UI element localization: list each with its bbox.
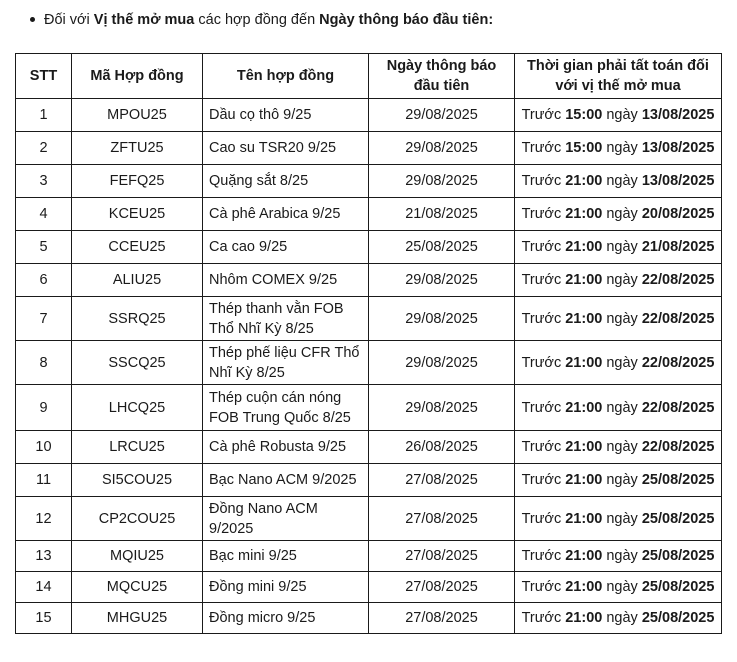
cell-settlement-time	[515, 497, 722, 541]
settle-time: 21:00	[565, 272, 603, 288]
settle-mid: ngày	[606, 239, 638, 255]
table-row	[16, 572, 722, 603]
settle-mid: ngày	[606, 310, 638, 327]
cell-settlement-time	[515, 264, 722, 297]
cell-stt: 12	[16, 497, 72, 541]
header-contract-code: Mã Hợp đồng	[72, 54, 203, 99]
settle-date: 21/08/2025	[641, 239, 715, 255]
cell-contract-code: MHGU25	[72, 603, 203, 634]
cell-settlement-time	[515, 231, 722, 264]
cell-stt: 3	[16, 165, 72, 198]
settle-date: 25/08/2025	[641, 579, 715, 595]
settle-mid: ngày	[606, 107, 638, 123]
settle-mid: ngày	[606, 610, 638, 626]
cell-settlement-time	[515, 341, 722, 385]
cell-contract-name: Đồng mini 9/25	[203, 572, 369, 603]
cell-settlement-time	[515, 572, 722, 603]
settle-time: 21:00	[565, 472, 603, 488]
cell-contract-name: Cà phê Arabica 9/25	[203, 198, 369, 231]
cell-settlement-time	[515, 165, 722, 198]
cell-first-notice-date: 29/08/2025	[369, 297, 515, 341]
settle-date: 13/08/2025	[641, 173, 715, 189]
cell-contract-name: Cao su TSR20 9/25	[203, 132, 369, 165]
cell-contract-name: Bạc mini 9/25	[203, 541, 369, 572]
header-stt: STT	[16, 54, 72, 99]
table-row	[16, 541, 722, 572]
settle-prefix: Trước	[521, 206, 562, 222]
cell-contract-name: Cà phê Robusta 9/25	[203, 431, 369, 464]
settle-mid: ngày	[606, 548, 638, 564]
settle-time: 21:00	[565, 310, 603, 327]
settle-prefix: Trước	[521, 399, 562, 416]
table-row	[16, 231, 722, 264]
settle-date: 22/08/2025	[641, 354, 715, 371]
cell-first-notice-date: 26/08/2025	[369, 431, 515, 464]
intro-bullet-line	[30, 9, 493, 31]
intro-prefix: Đối với	[44, 12, 90, 28]
cell-contract-code: ZFTU25	[72, 132, 203, 165]
cell-settlement-time	[515, 603, 722, 634]
settle-mid: ngày	[606, 354, 638, 371]
settle-mid: ngày	[606, 272, 638, 288]
settle-time: 21:00	[565, 206, 603, 222]
cell-settlement-time	[515, 385, 722, 431]
settle-date: 25/08/2025	[641, 472, 715, 488]
cell-contract-name: Ca cao 9/25	[203, 231, 369, 264]
cell-first-notice-date: 27/08/2025	[369, 572, 515, 603]
cell-contract-name: Bạc Nano ACM 9/2025	[203, 464, 369, 497]
cell-first-notice-date: 25/08/2025	[369, 231, 515, 264]
cell-stt: 13	[16, 541, 72, 572]
cell-contract-code: MQIU25	[72, 541, 203, 572]
table-row	[16, 198, 722, 231]
cell-settlement-time	[515, 132, 722, 165]
table-row	[16, 165, 722, 198]
settle-prefix: Trước	[521, 272, 562, 288]
contracts-table	[15, 53, 722, 634]
cell-contract-code: KCEU25	[72, 198, 203, 231]
cell-settlement-time	[515, 541, 722, 572]
cell-stt: 5	[16, 231, 72, 264]
cell-stt: 8	[16, 341, 72, 385]
settle-date: 25/08/2025	[641, 548, 715, 564]
cell-settlement-time	[515, 198, 722, 231]
cell-first-notice-date: 29/08/2025	[369, 385, 515, 431]
cell-contract-code: FEFQ25	[72, 165, 203, 198]
table-row	[16, 464, 722, 497]
intro-emphasis-date: Ngày thông báo đầu tiên:	[319, 12, 494, 28]
cell-stt: 10	[16, 431, 72, 464]
cell-stt: 15	[16, 603, 72, 634]
settle-mid: ngày	[606, 399, 638, 416]
settle-time: 15:00	[565, 140, 603, 156]
cell-first-notice-date: 27/08/2025	[369, 464, 515, 497]
settle-prefix: Trước	[521, 173, 562, 189]
table-row	[16, 497, 722, 541]
cell-stt: 9	[16, 385, 72, 431]
table-row	[16, 341, 722, 385]
cell-contract-name: Thép cuộn cán nóng FOB Trung Quốc 8/25	[203, 385, 369, 431]
settle-prefix: Trước	[521, 140, 562, 156]
settle-prefix: Trước	[521, 239, 562, 255]
cell-first-notice-date: 27/08/2025	[369, 541, 515, 572]
cell-first-notice-date: 29/08/2025	[369, 264, 515, 297]
settle-time: 15:00	[565, 107, 603, 123]
cell-contract-name: Đồng micro 9/25	[203, 603, 369, 634]
settle-date: 20/08/2025	[641, 206, 715, 222]
settle-date: 22/08/2025	[641, 399, 715, 416]
cell-first-notice-date: 29/08/2025	[369, 132, 515, 165]
settle-mid: ngày	[606, 579, 638, 595]
settle-prefix: Trước	[521, 472, 562, 488]
settle-time: 21:00	[565, 173, 603, 189]
cell-contract-name: Thép thanh vằn FOB Thổ Nhĩ Kỳ 8/25	[203, 297, 369, 341]
settle-date: 22/08/2025	[641, 272, 715, 288]
cell-stt: 6	[16, 264, 72, 297]
cell-contract-code: MPOU25	[72, 99, 203, 132]
cell-contract-code: MQCU25	[72, 572, 203, 603]
table-row	[16, 132, 722, 165]
settle-time: 21:00	[565, 399, 603, 416]
settle-prefix: Trước	[521, 354, 562, 371]
cell-contract-name: Đồng Nano ACM 9/2025	[203, 497, 369, 541]
settle-prefix: Trước	[521, 107, 562, 123]
settle-prefix: Trước	[521, 439, 562, 455]
settle-mid: ngày	[606, 510, 638, 527]
settle-date: 13/08/2025	[641, 140, 715, 156]
cell-contract-code: LRCU25	[72, 431, 203, 464]
cell-stt: 1	[16, 99, 72, 132]
cell-contract-code: CCEU25	[72, 231, 203, 264]
settle-time: 21:00	[565, 239, 603, 255]
cell-stt: 4	[16, 198, 72, 231]
cell-contract-name: Dầu cọ thô 9/25	[203, 99, 369, 132]
settle-time: 21:00	[565, 354, 603, 371]
cell-stt: 2	[16, 132, 72, 165]
cell-contract-code: LHCQ25	[72, 385, 203, 431]
settle-prefix: Trước	[521, 579, 562, 595]
settle-mid: ngày	[606, 173, 638, 189]
settle-date: 25/08/2025	[641, 510, 715, 527]
cell-settlement-time	[515, 431, 722, 464]
settle-mid: ngày	[606, 206, 638, 222]
table-row	[16, 431, 722, 464]
cell-contract-code: SSCQ25	[72, 341, 203, 385]
settle-date: 22/08/2025	[641, 310, 715, 327]
settle-prefix: Trước	[521, 310, 562, 327]
settle-time: 21:00	[565, 439, 603, 455]
settle-time: 21:00	[565, 610, 603, 626]
cell-first-notice-date: 29/08/2025	[369, 165, 515, 198]
settle-date: 13/08/2025	[641, 107, 715, 123]
cell-contract-code: ALIU25	[72, 264, 203, 297]
bullet-dot-icon	[30, 17, 35, 22]
settle-prefix: Trước	[521, 510, 562, 527]
settle-prefix: Trước	[521, 610, 562, 626]
cell-first-notice-date: 27/08/2025	[369, 603, 515, 634]
cell-first-notice-date: 27/08/2025	[369, 497, 515, 541]
settle-mid: ngày	[606, 140, 638, 156]
cell-contract-code: SSRQ25	[72, 297, 203, 341]
table-row	[16, 297, 722, 341]
header-contract-name: Tên hợp đồng	[203, 54, 369, 99]
settle-mid: ngày	[606, 472, 638, 488]
table-row	[16, 264, 722, 297]
cell-contract-name: Thép phế liệu CFR Thổ Nhĩ Kỳ 8/25	[203, 341, 369, 385]
table-row	[16, 99, 722, 132]
settle-date: 25/08/2025	[641, 610, 715, 626]
settle-time: 21:00	[565, 579, 603, 595]
settle-time: 21:00	[565, 548, 603, 564]
header-settlement-time: Thời gian phải tất toán đối với vị thế mở mua	[515, 54, 722, 99]
cell-contract-code: CP2COU25	[72, 497, 203, 541]
table-row	[16, 603, 722, 634]
table-header-row	[16, 54, 722, 99]
cell-first-notice-date: 29/08/2025	[369, 99, 515, 132]
settle-date: 22/08/2025	[641, 439, 715, 455]
cell-stt: 11	[16, 464, 72, 497]
cell-first-notice-date: 29/08/2025	[369, 341, 515, 385]
table-row	[16, 385, 722, 431]
cell-contract-name: Nhôm COMEX 9/25	[203, 264, 369, 297]
settle-mid: ngày	[606, 439, 638, 455]
cell-settlement-time	[515, 297, 722, 341]
settle-time: 21:00	[565, 510, 603, 527]
cell-stt: 14	[16, 572, 72, 603]
settle-prefix: Trước	[521, 548, 562, 564]
intro-middle: các hợp đồng đến	[198, 12, 316, 28]
cell-first-notice-date: 21/08/2025	[369, 198, 515, 231]
cell-contract-name: Quặng sắt 8/25	[203, 165, 369, 198]
intro-emphasis-position: Vị thế mở mua	[93, 12, 195, 28]
cell-contract-code: SI5COU25	[72, 464, 203, 497]
cell-settlement-time	[515, 99, 722, 132]
cell-stt: 7	[16, 297, 72, 341]
header-first-notice-date: Ngày thông báo đầu tiên	[369, 54, 515, 99]
cell-settlement-time	[515, 464, 722, 497]
